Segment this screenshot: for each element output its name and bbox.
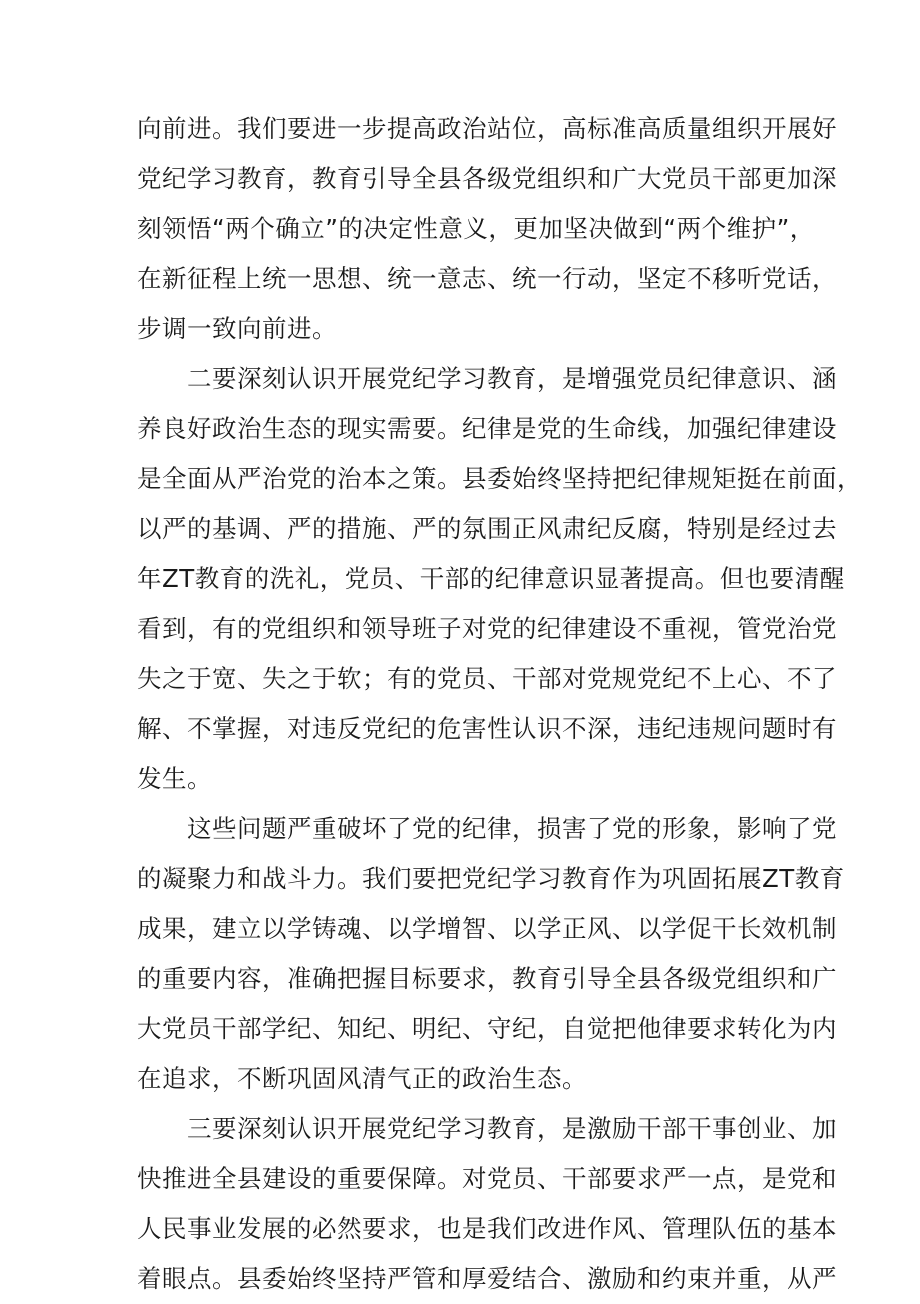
- paragraph-line: 以严的基调、严的措施、严的氛围正风肃纪反腐，特别是经过去: [137, 514, 837, 543]
- paragraph-line: 的凝聚力和战斗力。我们要把党纪学习教育作为巩固拓展ZT教育: [137, 864, 845, 893]
- paragraph-line: 养良好政治生态的现实需要。纪律是党的生命线，加强纪律建设: [137, 414, 837, 443]
- paragraph-line: 在新征程上统一思想、统一意志、统一行动，坚定不移听党话，: [137, 264, 837, 293]
- paragraph-line: 党纪学习教育，教育引导全县各级党组织和广大党员干部更加深: [137, 164, 837, 193]
- paragraph-line: 成果，建立以学铸魂、以学增智、以学正风、以学促干长效机制: [137, 914, 837, 943]
- paragraph-line: 年ZT教育的洗礼，党员、干部的纪律意识显著提高。但也要清醒: [137, 564, 845, 593]
- paragraph-line: 着眼点。县委始终坚持严管和厚爱结合、激励和约束并重，从严: [137, 1264, 837, 1293]
- paragraph-line: 刻领悟“两个确立”的决定性意义，更加坚决做到“两个维护”，: [137, 214, 815, 243]
- paragraph-line: 失之于宽、失之于软；有的党员、干部对党规党纪不上心、不了: [137, 664, 837, 693]
- paragraph-line: 看到，有的党组织和领导班子对党的纪律建设不重视，管党治党: [137, 614, 837, 643]
- paragraph-line: 快推进全县建设的重要保障。对党员、干部要求严一点，是党和: [137, 1164, 837, 1193]
- paragraph-line: 步调一致向前进。: [137, 314, 337, 343]
- paragraph-first-line: 三要深刻认识开展党纪学习教育，是激励干部干事创业、加: [187, 1114, 837, 1143]
- document-body: [137, 104, 862, 1304]
- paragraph-line: 的重要内容，准确把握目标要求，教育引导全县各级党组织和广: [137, 964, 837, 993]
- paragraph-line: 解、不掌握，对违反党纪的危害性认识不深，违纪违规问题时有: [137, 714, 837, 743]
- paragraph-line: 大党员干部学纪、知纪、明纪、守纪，自觉把他律要求转化为内: [137, 1014, 837, 1043]
- paragraph-line: 向前进。我们要进一步提高政治站位，高标准高质量组织开展好: [137, 114, 837, 143]
- paragraph-first-line: 二要深刻认识开展党纪学习教育，是增强党员纪律意识、涵: [187, 364, 837, 393]
- paragraph-line: 是全面从严治党的治本之策。县委始终坚持把纪律规矩挺在前面，: [137, 464, 862, 493]
- paragraph-line: 发生。: [137, 764, 212, 793]
- paragraph-line: 在追求，不断巩固风清气正的政治生态。: [137, 1064, 587, 1093]
- paragraph-first-line: 这些问题严重破坏了党的纪律，损害了党的形象，影响了党: [187, 814, 837, 843]
- paragraph-line: 人民事业发展的必然要求，也是我们改进作风、管理队伍的基本: [137, 1214, 837, 1243]
